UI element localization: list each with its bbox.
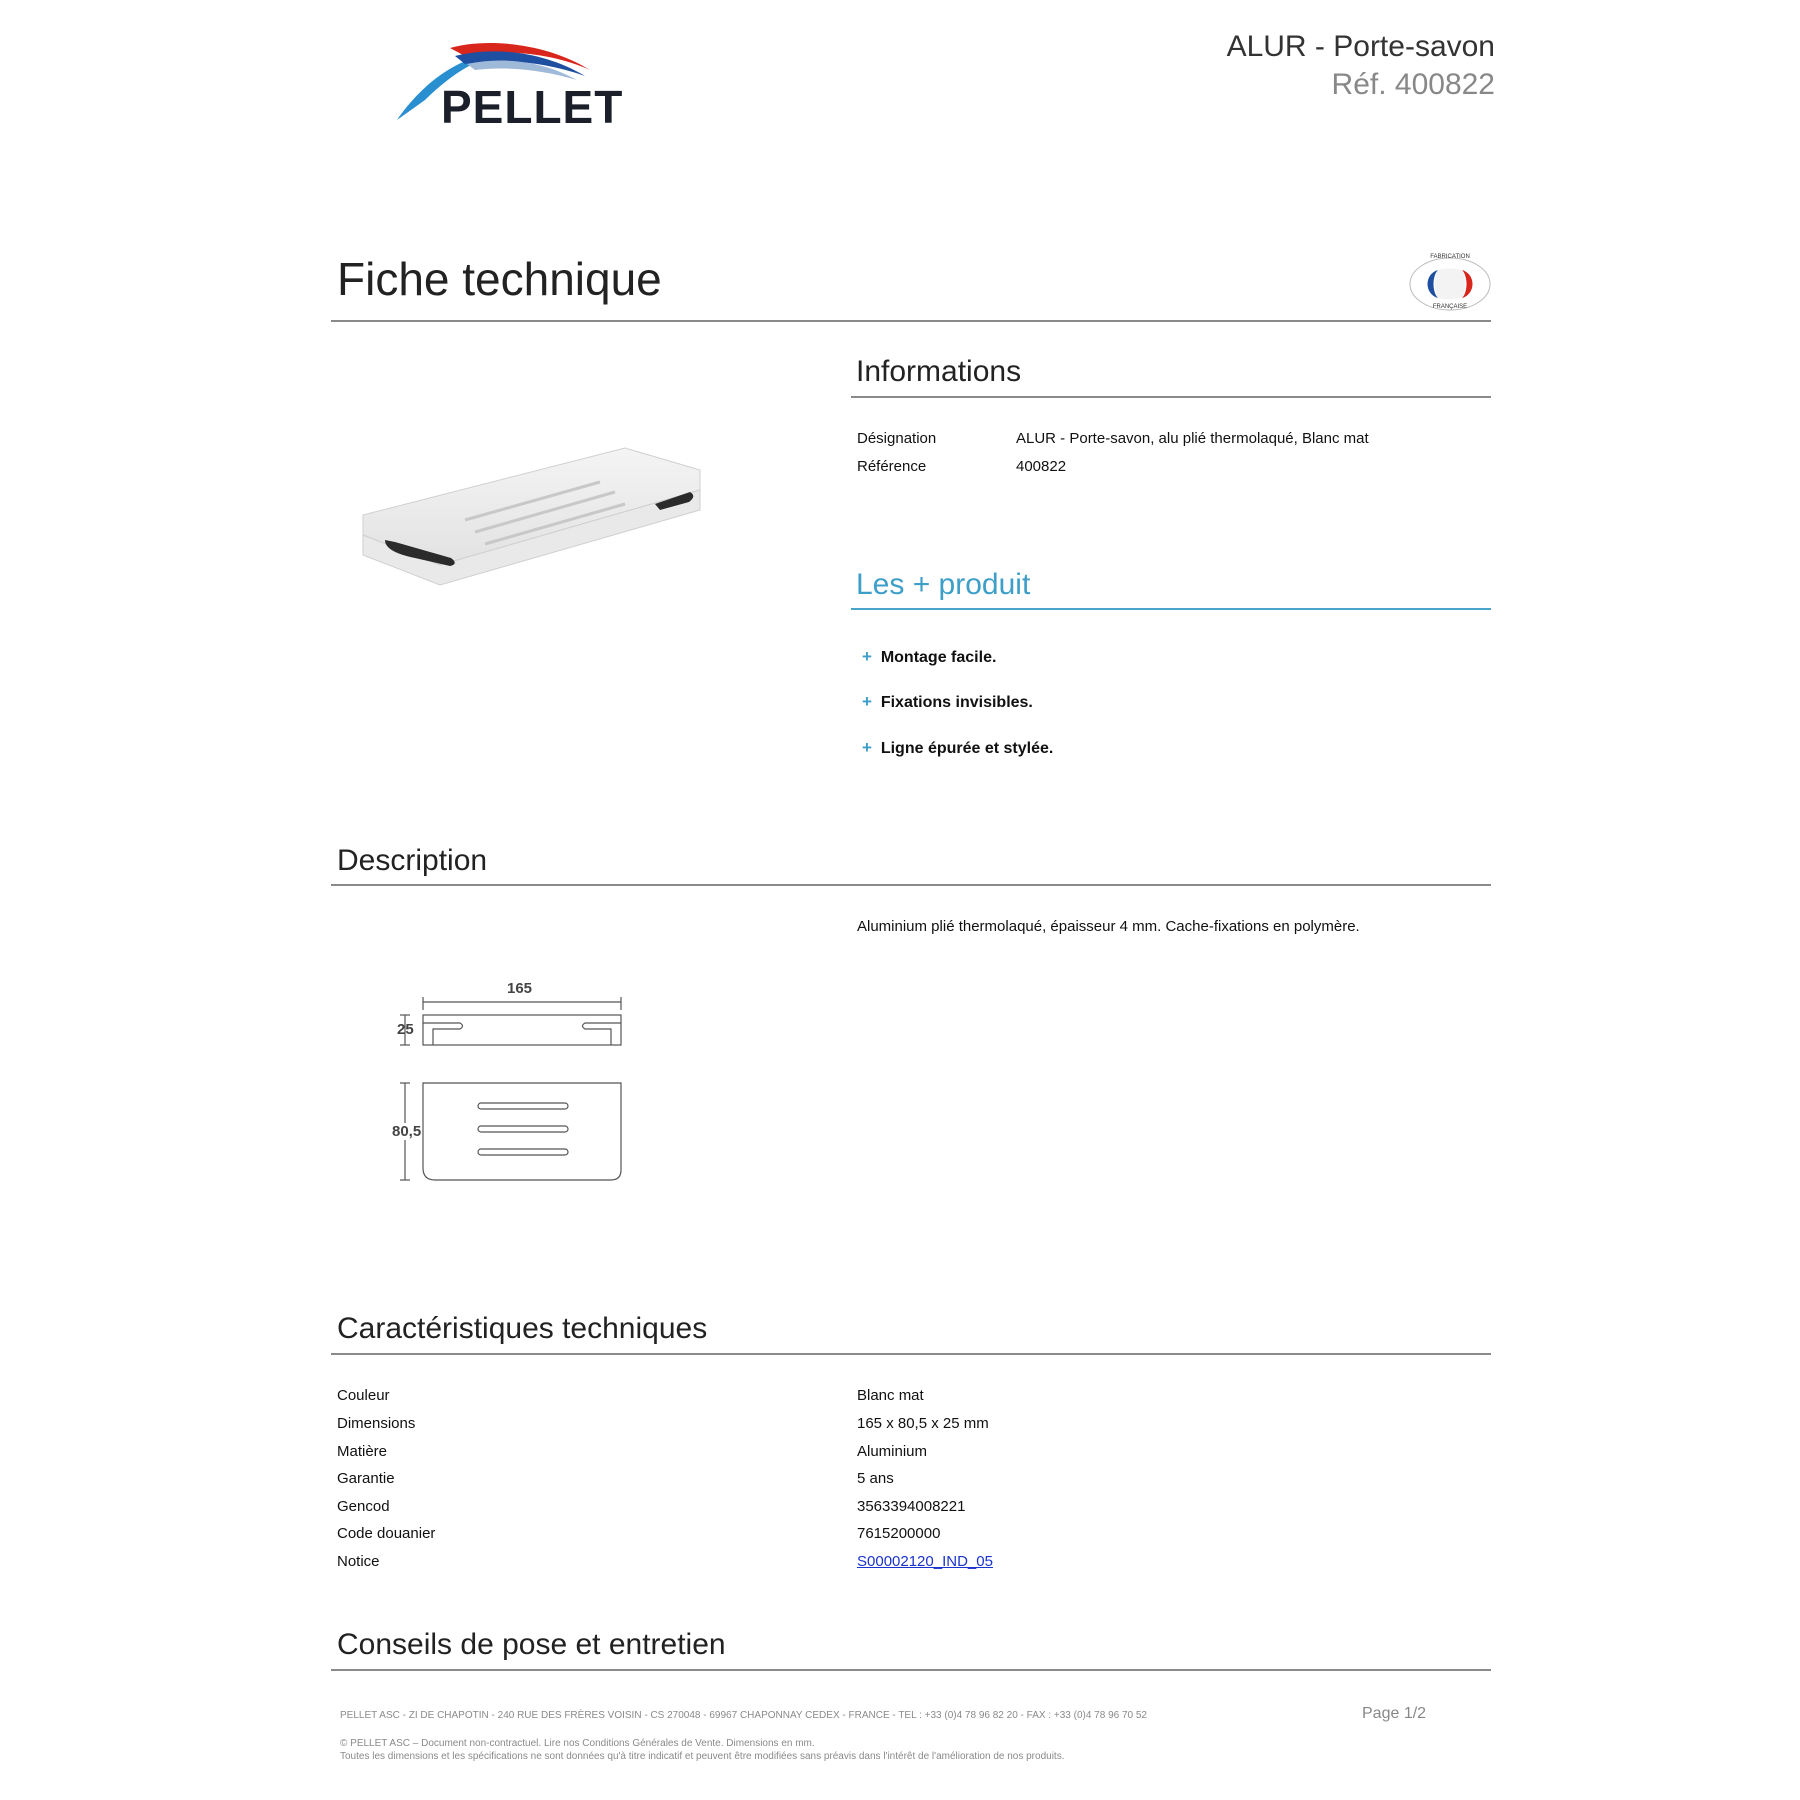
info-label-reference: Référence [857, 458, 927, 475]
footer-legal-1: © PELLET ASC – Document non-contractuel. Lire nos Conditions Générales de Vente. Dimensions en mm. [340, 1738, 815, 1749]
spec-value: Aluminium [857, 1443, 928, 1460]
notice-link[interactable]: S00002120_IND_05 [857, 1553, 993, 1570]
brand-name: PELLET [441, 81, 624, 133]
caracteristiques-heading: Caractéristiques techniques [337, 1312, 708, 1345]
dim-width-label: 165 [507, 980, 533, 997]
badge-top-text: FABRICATION [1430, 254, 1470, 260]
footer-address: PELLET ASC - ZI DE CHAPOTIN - 240 RUE DES FRÈRES VOISIN - CS 270048 - 69967 CHAPONNAY CEDEX - FRANCE - TEL : +33 (0)4 78 96 82 20 - FAX : +33 (0)4 78 96 70 52 [340, 1710, 1147, 1721]
plus-icon: + [862, 647, 872, 666]
plus-icon: + [862, 738, 872, 757]
spec-value: Blanc mat [857, 1387, 924, 1404]
spec-label: Code douanier [337, 1525, 436, 1542]
conseils-rule [331, 1669, 1491, 1671]
spec-label: Notice [337, 1553, 380, 1570]
caracteristiques-rule [331, 1353, 1491, 1355]
benefit-item [862, 647, 996, 667]
badge-bottom-text: FRANÇAISE [1432, 304, 1468, 310]
informations-heading: Informations [856, 355, 1022, 388]
spec-value: 5 ans [857, 1470, 894, 1487]
page-title: Fiche technique [337, 253, 662, 305]
fabrication-francaise-badge [1408, 256, 1492, 312]
spec-value: 7615200000 [857, 1525, 941, 1542]
spec-value: 165 x 80,5 x 25 mm [857, 1415, 989, 1432]
footer-legal-2: Toutes les dimensions et les spécifications ne sont données qu'à titre indicatif et peuvent être modifiées sans préavis dans l'intérêt de l'amélioration de nos produits. [340, 1751, 1065, 1762]
spec-label: Dimensions [337, 1415, 416, 1432]
benefit-text: Ligne épurée et stylée. [880, 740, 1054, 757]
spec-label: Garantie [337, 1470, 395, 1487]
plus-produit-rule [851, 608, 1491, 610]
spec-label: Matière [337, 1443, 388, 1460]
page-number: Page 1/2 [1362, 1705, 1427, 1722]
dimension-drawing [385, 975, 635, 1195]
description-text: Aluminium plié thermolaqué, épaisseur 4 mm. Cache-fixations en polymère. [857, 918, 1360, 935]
info-label-designation: Désignation [857, 430, 937, 447]
product-reference: Réf. 400822 [1331, 68, 1495, 101]
info-value-designation: ALUR - Porte-savon, alu plié thermolaqué, Blanc mat [1016, 430, 1369, 447]
spec-label: Couleur [337, 1387, 390, 1404]
benefit-text: Montage facile. [880, 649, 997, 666]
description-rule [331, 884, 1491, 886]
conseils-heading: Conseils de pose et entretien [337, 1628, 726, 1661]
benefit-item [862, 738, 1053, 758]
product-title: ALUR - Porte-savon [1226, 30, 1495, 63]
benefit-item [862, 692, 1033, 712]
spec-value: 3563394008221 [857, 1498, 966, 1515]
description-heading: Description [337, 844, 488, 877]
title-rule [331, 320, 1491, 322]
informations-rule [851, 396, 1491, 398]
product-photo [355, 440, 715, 610]
dim-depth-label: 80,5 [392, 1123, 422, 1140]
plus-produit-heading: Les + produit [856, 568, 1031, 601]
info-value-reference: 400822 [1016, 458, 1067, 475]
plus-icon: + [862, 692, 872, 711]
benefit-text: Fixations invisibles. [880, 694, 1033, 711]
spec-label: Gencod [337, 1498, 390, 1515]
dim-height-label: 25 [397, 1021, 414, 1038]
brand-logo [395, 40, 645, 133]
